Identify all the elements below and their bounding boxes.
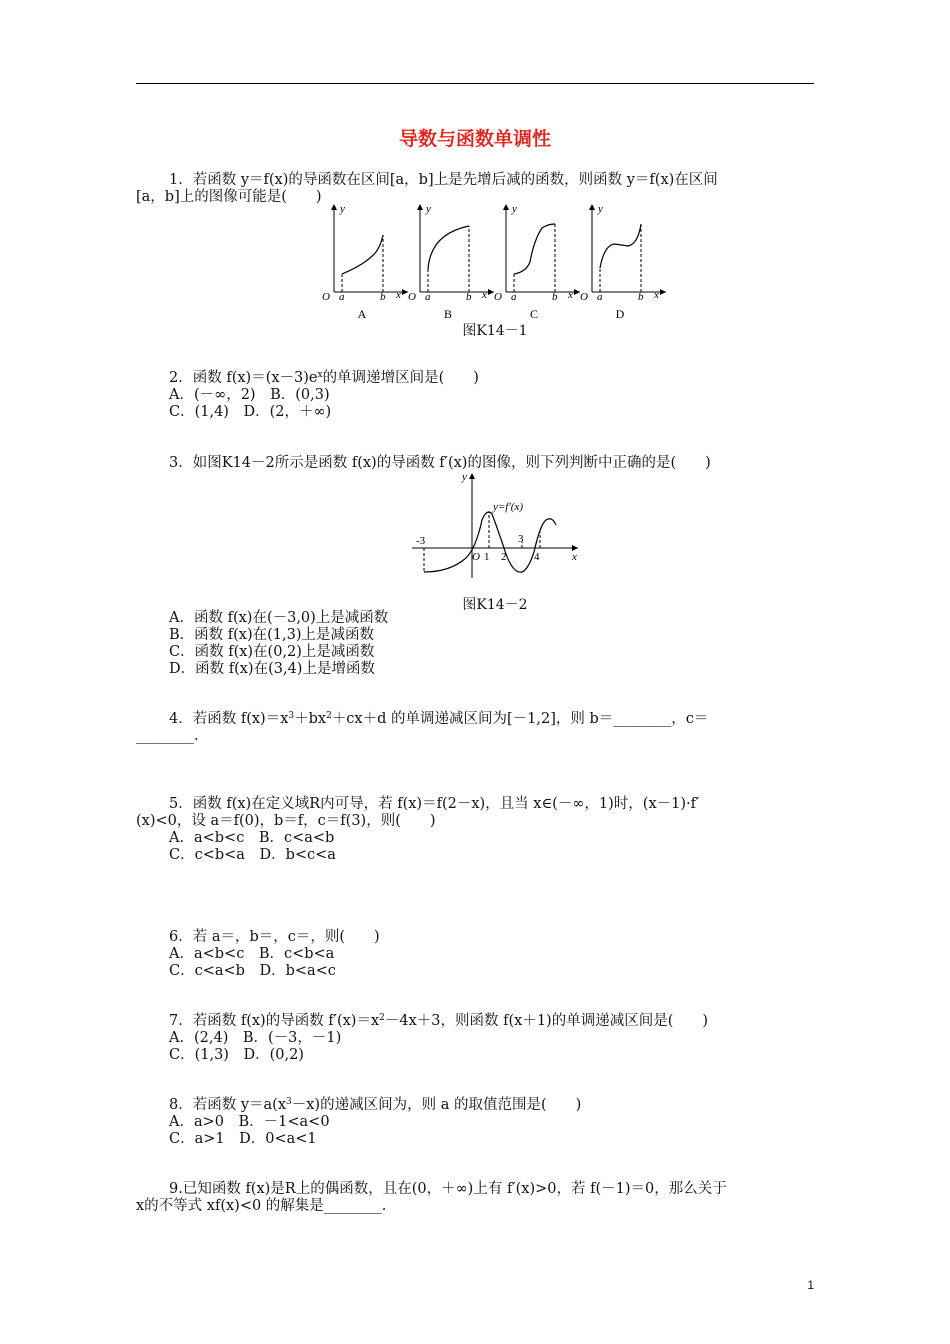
svg-text:y=f′(x): y=f′(x) bbox=[493, 501, 523, 513]
svg-text:b: b bbox=[638, 291, 644, 303]
svg-text:B: B bbox=[443, 307, 453, 320]
svg-text:3: 3 bbox=[518, 533, 524, 545]
svg-text:x: x bbox=[482, 289, 487, 301]
question-9 bbox=[136, 1181, 816, 1215]
svg-text:O: O bbox=[580, 291, 588, 303]
svg-text:x: x bbox=[654, 289, 659, 301]
page-number: 1 bbox=[807, 1278, 814, 1292]
svg-text:a: a bbox=[511, 291, 517, 303]
svg-text:O: O bbox=[472, 551, 480, 563]
question-2 bbox=[136, 370, 816, 421]
q6-options-1: A．a<b<c B．c<b<a bbox=[169, 946, 335, 962]
q7-options-2: C．(1,3) D．(0,2) bbox=[169, 1047, 304, 1063]
q1-caption: 图K14－1 bbox=[462, 323, 528, 339]
svg-text:A: A bbox=[357, 307, 367, 320]
svg-text:x: x bbox=[396, 289, 401, 301]
svg-text:y: y bbox=[426, 203, 431, 215]
q9-line-1: 9.已知函数 f(x)是R上的偶函数，且在(0，＋∞)上有 f′(x)>0，若 f(－1)＝0，那么关于 bbox=[169, 1181, 727, 1197]
svg-text:4: 4 bbox=[534, 551, 540, 563]
svg-text:O: O bbox=[494, 291, 502, 303]
q1-panel-c bbox=[494, 203, 580, 320]
q3-option-d: D．函数 f(x)在(3,4)上是增函数 bbox=[169, 661, 375, 677]
svg-text:b: b bbox=[380, 291, 386, 303]
q1-panel-d bbox=[580, 203, 666, 320]
question-8 bbox=[136, 1097, 816, 1148]
svg-text:a: a bbox=[425, 291, 431, 303]
svg-text:y: y bbox=[512, 203, 517, 215]
svg-text:C: C bbox=[529, 307, 539, 320]
q1-line-1: 1．若函数 y＝f(x)的导函数在区间[a，b]上是先增后减的函数，则函数 y＝f(x)在区间 bbox=[169, 172, 718, 188]
svg-text:x: x bbox=[572, 551, 577, 563]
q8-line-1: 8．若函数 $y=a(x^3-x)$的递减区间为，则 a 的取值范围是( ) bbox=[169, 1097, 582, 1113]
q6-line-1: 6．若 a＝，b＝，c＝，则( ) bbox=[169, 929, 380, 945]
q5-line-2: (x)<0，设 a＝f(0)，b＝f，c＝f(3)，则( ) bbox=[136, 813, 436, 829]
header-rule bbox=[136, 83, 814, 84]
q6-options-2: C．c<a<b D．b<a<c bbox=[169, 963, 336, 979]
question-6 bbox=[136, 929, 816, 980]
svg-text:D: D bbox=[615, 307, 625, 320]
question-4 bbox=[136, 711, 816, 745]
question-5 bbox=[136, 796, 816, 864]
svg-text:a: a bbox=[597, 291, 603, 303]
svg-text:1: 1 bbox=[484, 551, 490, 563]
q7-options-1: A．(2,4) B．(－3，－1) bbox=[169, 1030, 342, 1046]
q3-figure bbox=[400, 470, 590, 590]
q3-option-b: B．函数 f(x)在(1,3)上是减函数 bbox=[169, 627, 374, 643]
q5-line-1: 5．函数 f(x)在定义域R内可导，若 f(x)＝f(2－x)，且当 x∈(－∞，1)时，(x－1)·f′ bbox=[169, 796, 700, 812]
svg-text:2: 2 bbox=[501, 551, 507, 563]
svg-text:b: b bbox=[466, 291, 472, 303]
q1-line-2: [a，b]上的图像可能是( ) bbox=[136, 189, 322, 205]
svg-text:O: O bbox=[322, 291, 330, 303]
q9-line-2: x的不等式 xf(x)<0 的解集是________. bbox=[136, 1198, 387, 1214]
q5-options-1: A．a<b<c B．c<a<b bbox=[169, 830, 335, 846]
svg-text:O: O bbox=[408, 291, 416, 303]
q4-line-2: ________. bbox=[136, 728, 199, 744]
q8-options-2: C．a>1 D．0<a<1 bbox=[169, 1131, 317, 1147]
question-7 bbox=[136, 1013, 816, 1064]
page-title: 导数与函数单调性 bbox=[398, 128, 551, 150]
q2-line-1: 2．函数 $f(x)=(x-3)e^x$的单调递增区间是( ) bbox=[169, 370, 479, 386]
q4-line-1: 4．若函数 $f(x)=x^3+bx^2+cx+d$ 的单调递减区间为[－1,2]，则 b＝________，c＝ bbox=[169, 711, 709, 727]
q2-options-2: C．(1,4) D．(2，＋∞) bbox=[169, 404, 332, 420]
q3-line-1: 3．如图K14－2所示是函数 f(x)的导函数 f′(x)的图像，则下列判断中正确的是( ) bbox=[169, 455, 711, 471]
q1-figure bbox=[318, 200, 668, 320]
svg-text:b: b bbox=[552, 291, 558, 303]
q3-caption: 图K14－2 bbox=[462, 597, 528, 613]
q5-options-2: C．c<b<a D．b<c<a bbox=[169, 847, 336, 863]
q1-panel-a bbox=[322, 203, 408, 320]
q2-options-1: A．(－∞，2) B．(0,3) bbox=[169, 387, 330, 403]
q1-panel-b bbox=[408, 203, 494, 320]
q8-options-1: A．a>0 B．－1<a<0 bbox=[169, 1114, 330, 1130]
q3-options bbox=[136, 610, 816, 678]
svg-text:a: a bbox=[339, 291, 345, 303]
svg-text:y: y bbox=[340, 203, 345, 215]
q3-option-c: C．函数 f(x)在(0,2)上是减函数 bbox=[169, 644, 375, 660]
q7-line-1: 7．若函数 f(x)的导函数 $f'(x)=x^2-4x+3$，则函数 f(x＋1)的单调递减区间是( ) bbox=[169, 1013, 709, 1029]
svg-text:-3: -3 bbox=[416, 535, 426, 547]
q3-option-a: A．函数 f(x)在(－3,0)上是减函数 bbox=[169, 610, 389, 626]
svg-text:y: y bbox=[598, 203, 603, 215]
svg-text:x: x bbox=[568, 289, 573, 301]
svg-text:y: y bbox=[462, 471, 467, 483]
